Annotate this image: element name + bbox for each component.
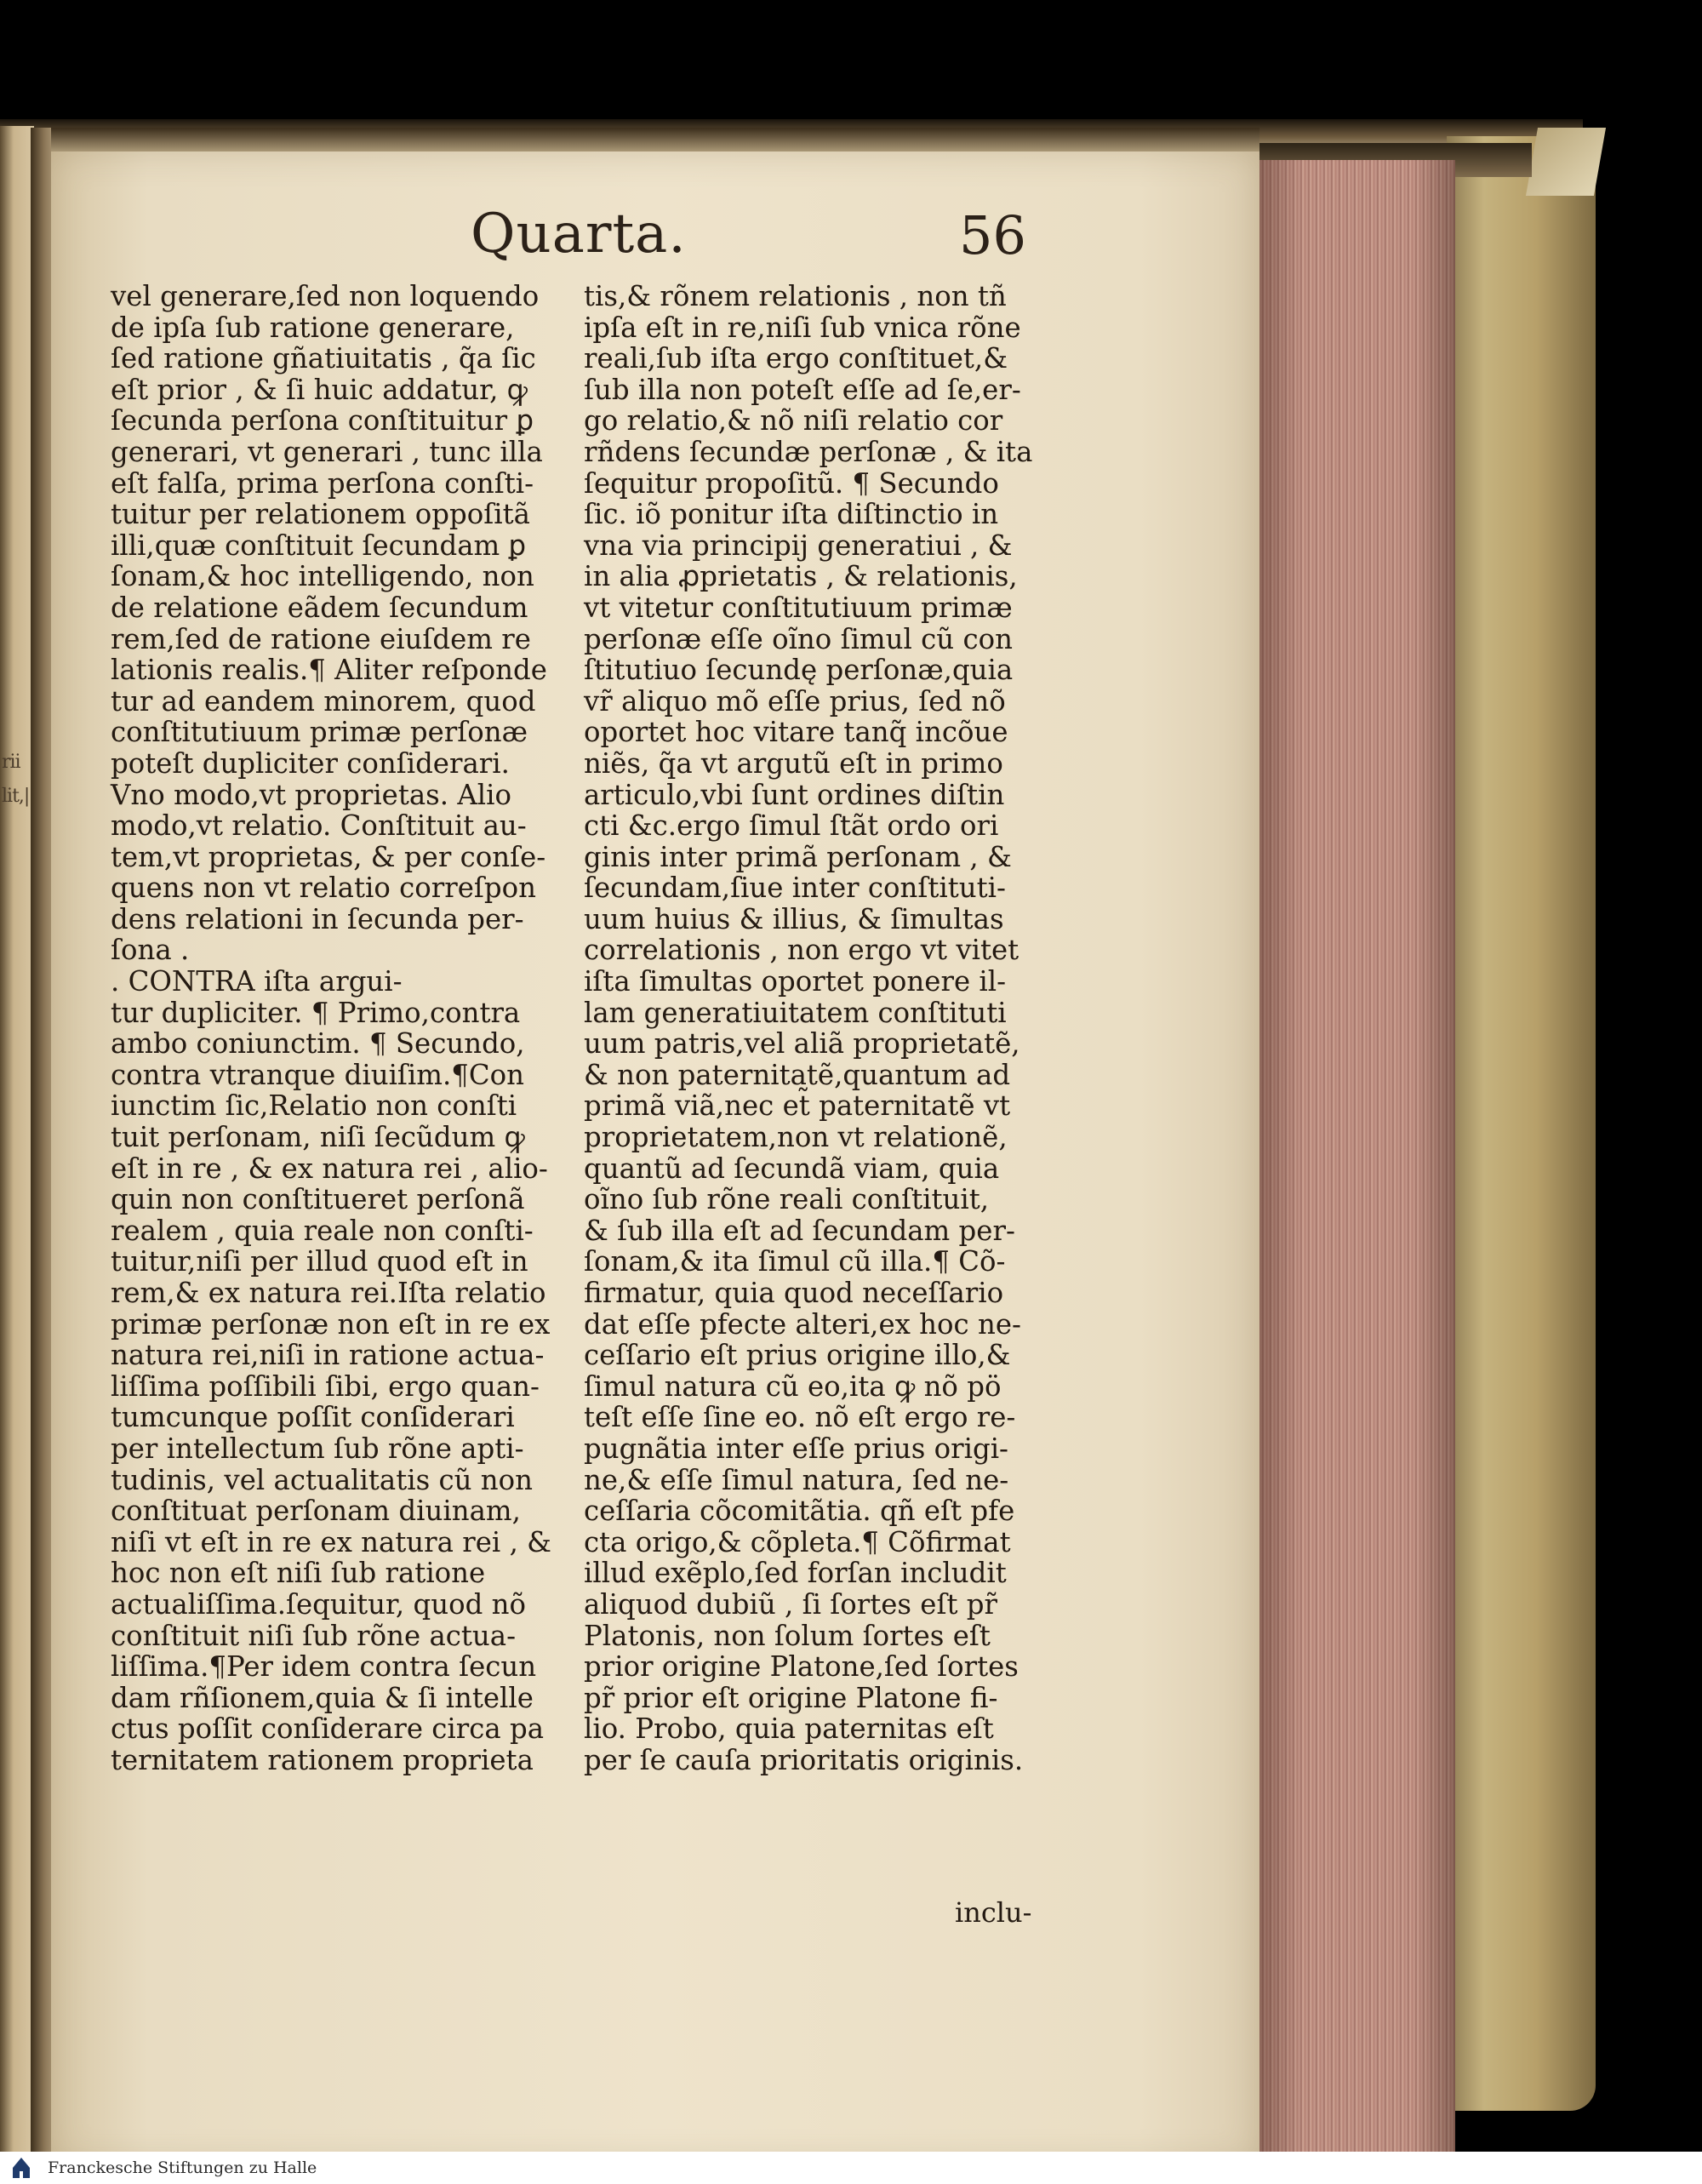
text-line: Vno modo,vt proprietas. Alio [111,777,512,811]
text-line: niẽs, q̃a vt argutũ eſt in primo [584,746,1003,780]
text-line: uum huius & illius, & ſimultas [584,901,1004,935]
text-line: quens non vt relatio correſpon [111,871,537,905]
text-line: tudinis, vel actualitatis cũ non [111,1462,534,1496]
text-line: conſtitutiuum primæ perſonæ [111,715,528,749]
text-line: cta origo,& cõpleta.¶ Cõfirmat [584,1524,1011,1558]
text-line: cti &c.ergo ſimul ſtãt ordo ori [584,809,999,843]
text-line: vel generare,ſed non loquendo [111,279,540,312]
vellum-binding [1447,136,1596,2111]
text-line: primæ perſonæ non eſt in re ex [111,1306,551,1341]
text-line: articulo,vbi ſunt ordines diſtin [584,777,1005,811]
text-line: conſtituit niſi ſub rõne actua- [111,1618,517,1652]
francke-foundation-logo-icon [9,2155,34,2181]
text-line: eſt in re , & ex natura rei , alio- [111,1151,548,1185]
text-line: tumcunque poſſit conſiderari [111,1400,515,1434]
text-line: lationis realis.¶ Aliter reſponde [111,653,547,687]
text-line: vr̃ aliquo mõ eſſe prius, ſed nõ [584,683,1006,718]
footer-bar [0,2152,1702,2184]
text-line: tur dupliciter. ¶ Primo,contra [111,995,521,1029]
text-line: firmatur, quia quod neceſſario [584,1276,1004,1309]
text-line: prior origine Platone,ſed ſortes [584,1649,1019,1684]
text-line: quin non conſtitueret perſonã [111,1182,525,1216]
text-line: lio. Probo, quia paternitas eſt [584,1712,994,1746]
text-line: iunctim ſic,Relatio non conſti [111,1089,517,1123]
text-line: realem , quia reale non conſti- [111,1213,534,1247]
text-line: teſt eſſe ſine eo. nõ eſt ergo re- [584,1400,1016,1434]
text-line: generari, vt generari , tunc illa [111,434,543,468]
running-head: Quarta. [471,203,687,266]
fore-edge-shade [1251,160,1455,2177]
text-line: ſonam,& ita ſimul cũ illa.¶ Cõ- [584,1244,1006,1278]
text-line: ſtitutiuo ſecundę perſonæ,quia [584,653,1014,687]
text-line: & ſub illa eſt ad ſecundam per- [584,1213,1015,1247]
page-number: 56 [959,204,1026,266]
text-line: proprietatem,non vt relationẽ, [584,1120,1008,1154]
text-line: rem,& ex natura rei.Iſta relatio [111,1276,546,1309]
text-line: ſub illa non poteſt eſſe ad ſe,er- [584,372,1021,406]
text-line: de relatione eãdem ſecundum [111,590,528,624]
text-line: liſſima poſſibili ſibi, ergo quan- [111,1369,540,1403]
text-line: ſonam,& hoc intelligendo, non [111,559,534,593]
text-line: vt vitetur conſtitutiuum primæ [584,590,1013,624]
footer-institution: Franckesche Stiftungen zu Halle [48,2158,317,2177]
text-line: modo,vt relatio. Conſtituit au- [111,809,527,843]
text-line: dens relationi in ſecunda per- [111,901,524,935]
text-line: niſi vt eſt in re ex natura rei , & [111,1524,551,1558]
text-line: tuitur per relationem oppoſitã [111,497,530,531]
text-line: tuit perſonam, niſi ſecũdum ꝙ [111,1120,525,1154]
text-line: ſic. iõ ponitur iſta diſtinctio in [584,497,999,531]
left-page-remnant [0,126,34,2152]
text-line: oĩno ſub rõne reali conſtituit, [584,1182,990,1216]
text-line: reali,ſub iſta ergo conſtituet,& [584,341,1008,375]
text-line: per intellectum ſub rõne apti- [111,1431,524,1465]
text-line: dat eſſe pfecte alteri,ex hoc ne- [584,1306,1021,1341]
text-line: aliquod dubiũ , ſi ſortes eſt pr̃ [584,1587,997,1621]
text-line: iſta ſimultas oportet ponere il- [584,964,1007,998]
text-line: ſimul natura cũ eo,ita ꝙ nõ pö [584,1369,1002,1403]
text-line: ginis inter primã perſonam , & [584,839,1012,873]
text-line: illud exẽplo,ſed forſan includit [584,1556,1007,1590]
text-line: poteſt dupliciter conſiderari. [111,746,510,780]
text-column-right [584,281,1043,1776]
text-line: actualiſſima.ſequitur, quod nõ [111,1587,526,1621]
text-line: ſequitur propoſitũ. ¶ Secundo [584,466,999,500]
text-line: eſt prior , & ſi huic addatur, ꝙ [111,372,528,406]
text-line: ſecundam,ſiue inter conſtituti- [584,871,1006,905]
left-page-fragment: rii [2,752,20,773]
text-column-left [111,281,570,1776]
text-line: eſt falſa, prima perſona conſti- [111,466,534,500]
text-line: illi,quæ conſtituit ſecundam ꝑ [111,528,527,562]
text-line: contra vtranque diuiſim.¶Con [111,1057,525,1091]
text-line: conſtituat perſonam diuinam, [111,1494,521,1528]
text-line: tuitur,niſi per illud quod eſt in [111,1244,528,1278]
text-line: hoc non eſt niſi ſub ratione [111,1556,486,1590]
text-line: natura rei,niſi in ratione actua- [111,1338,545,1372]
text-line: de ipſa ſub ratione generare, [111,310,515,344]
catchword: inclu- [955,1896,1032,1929]
text-line: ternitatem rationem proprieta [111,1742,534,1776]
text-line: rñdens ſecundæ perſonæ , & ita [584,434,1033,468]
binding-corner [1526,128,1606,196]
text-line: ceſſario eſt prius origine illo,& [584,1338,1011,1372]
text-line: tur ad eandem minorem, quod [111,683,536,718]
text-line: ne,& eſſe ſimul natura, ſed ne- [584,1462,1009,1496]
text-line: tem,vt proprietas, & per conſe- [111,839,546,873]
text-line: . CONTRA iſta argui- [111,964,403,998]
text-line: in alia ꝓprietatis , & relationis, [584,559,1018,593]
text-line: primã viã,nec et̃ paternitatẽ vt [584,1089,1011,1123]
text-line: vna via principij generatiui , & [584,528,1013,562]
text-line: ceſſaria cõcomitãtia. qñ eſt pfe [584,1494,1015,1528]
text-line: quantũ ad ſecundã viam, quia [584,1151,1000,1185]
text-line: correlationis , non ergo vt vitet [584,933,1019,967]
text-line: ctus poſſit conſiderare circa pa [111,1712,545,1746]
text-line: rem,ſed de ratione eiuſdem re [111,621,531,655]
text-line: uum patris,vel aliã proprietatẽ, [584,1026,1020,1061]
text-line: lam generatiuitatem conſtituti [584,995,1007,1029]
text-line: pugnãtia inter eſſe prius origi- [584,1431,1008,1465]
text-line: perſonæ eſſe oĩno ſimul cũ con [584,621,1013,655]
text-line: & non paternitatẽ,quantum ad [584,1057,1011,1091]
text-line: liſſima.¶Per idem contra ſecun [111,1649,537,1684]
text-line: ipſa eſt in re,niſi ſub vnica rõne [584,310,1021,344]
text-line: tis,& rõnem relationis , non tñ [584,279,1007,312]
text-line: ſecunda perſona conſtituitur ꝑ [111,403,534,437]
text-line: pr̃ prior eſt origine Platone fi- [584,1680,998,1714]
text-line: dam rñſionem,quia & ſi intelle [111,1680,534,1714]
text-line: Platonis, non ſolum ſortes eſt [584,1618,991,1652]
text-line: ſona . [111,933,190,967]
text-line: oportet hoc vitare tanq̃ incõue [584,715,1008,749]
text-line: per ſe cauſa prioritatis originis. [584,1742,1024,1776]
text-line: ſed ratione gñatiuitatis , q̃a ſic [111,341,536,375]
left-page-fragment: lit,| [2,786,30,807]
text-line: go relatio,& nõ niſi relatio cor [584,403,1003,437]
text-line: ambo coniunctim. ¶ Secundo, [111,1026,525,1061]
